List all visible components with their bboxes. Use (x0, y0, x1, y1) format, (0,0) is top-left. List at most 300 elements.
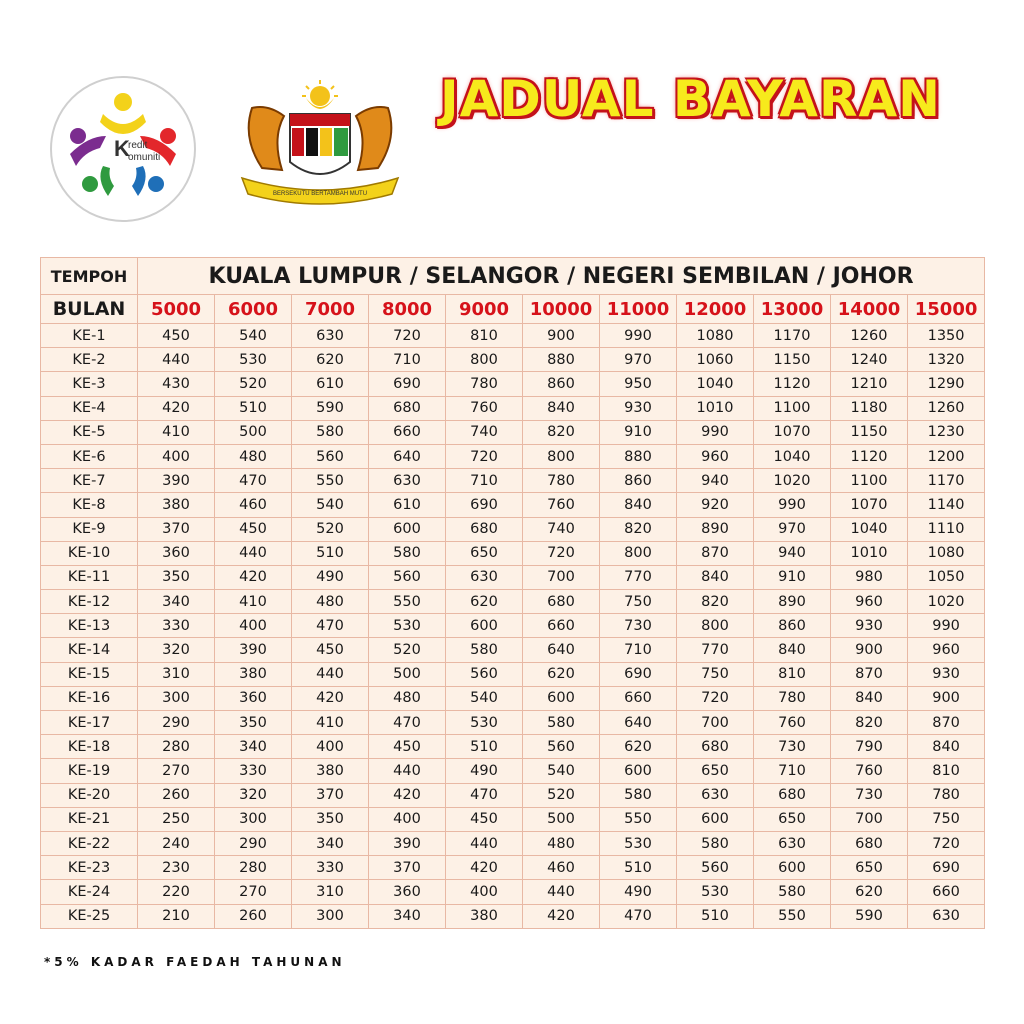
table-row (41, 517, 985, 541)
installment-month-label: KE-13 (41, 614, 138, 638)
payment-cell: 990 (908, 614, 985, 638)
payment-cell: 720 (446, 444, 523, 468)
payment-cell: 820 (677, 590, 754, 614)
payment-cell: 840 (523, 396, 600, 420)
installment-month-label: KE-21 (41, 807, 138, 831)
payment-cell: 700 (677, 711, 754, 735)
payment-cell: 1260 (831, 324, 908, 348)
payment-cell: 490 (292, 565, 369, 589)
installment-month-label: KE-11 (41, 565, 138, 589)
payment-cell: 1080 (677, 324, 754, 348)
payment-cell: 1260 (908, 396, 985, 420)
table-row (41, 735, 985, 759)
payment-cell: 720 (908, 831, 985, 855)
payment-cell: 750 (600, 590, 677, 614)
payment-cell: 510 (600, 856, 677, 880)
payment-cell: 930 (908, 662, 985, 686)
payment-cell: 510 (446, 735, 523, 759)
payment-cell: 290 (138, 711, 215, 735)
payment-cell: 330 (215, 759, 292, 783)
payment-cell: 740 (446, 420, 523, 444)
payment-cell: 940 (754, 541, 831, 565)
payment-cell: 760 (831, 759, 908, 783)
payment-cell: 650 (677, 759, 754, 783)
payment-cell: 1230 (908, 420, 985, 444)
payment-cell: 1070 (831, 493, 908, 517)
payment-cell: 1170 (754, 324, 831, 348)
payment-cell: 840 (600, 493, 677, 517)
payment-cell: 400 (292, 735, 369, 759)
payment-cell: 780 (908, 783, 985, 807)
loan-amount-header: 13000 (754, 295, 831, 324)
payment-cell: 440 (215, 541, 292, 565)
payment-cell: 1350 (908, 324, 985, 348)
payment-cell: 510 (215, 396, 292, 420)
installment-month-label: KE-24 (41, 880, 138, 904)
payment-cell: 480 (215, 444, 292, 468)
payment-cell: 680 (523, 590, 600, 614)
installment-month-label: KE-5 (41, 420, 138, 444)
payment-cell: 530 (600, 831, 677, 855)
payment-cell: 720 (523, 541, 600, 565)
payment-cell: 580 (754, 880, 831, 904)
payment-cell: 360 (369, 880, 446, 904)
table-row (41, 372, 985, 396)
payment-cell: 810 (908, 759, 985, 783)
payment-cell: 230 (138, 856, 215, 880)
payment-cell: 260 (215, 904, 292, 928)
payment-cell: 1010 (677, 396, 754, 420)
payment-cell: 990 (754, 493, 831, 517)
payment-cell: 540 (215, 324, 292, 348)
payment-cell: 620 (292, 348, 369, 372)
installment-month-label: KE-7 (41, 469, 138, 493)
payment-cell: 1200 (908, 444, 985, 468)
payment-cell: 420 (446, 856, 523, 880)
loan-amount-header: 12000 (677, 295, 754, 324)
payment-cell: 780 (523, 469, 600, 493)
payment-cell: 610 (369, 493, 446, 517)
payment-cell: 270 (138, 759, 215, 783)
payment-cell: 710 (754, 759, 831, 783)
payment-cell: 370 (138, 517, 215, 541)
payment-cell: 470 (600, 904, 677, 928)
payment-cell: 630 (754, 831, 831, 855)
payment-cell: 1110 (908, 517, 985, 541)
payment-cell: 510 (677, 904, 754, 928)
installment-month-label: KE-16 (41, 686, 138, 710)
payment-cell: 640 (600, 711, 677, 735)
payment-cell: 210 (138, 904, 215, 928)
payment-cell: 530 (215, 348, 292, 372)
payment-cell: 1150 (831, 420, 908, 444)
payment-cell: 910 (754, 565, 831, 589)
payment-cell: 1290 (908, 372, 985, 396)
payment-cell: 680 (831, 831, 908, 855)
payment-cell: 560 (677, 856, 754, 880)
installment-month-label: KE-6 (41, 444, 138, 468)
payment-cell: 710 (369, 348, 446, 372)
payment-cell: 470 (215, 469, 292, 493)
payment-cell: 310 (138, 662, 215, 686)
payment-cell: 720 (677, 686, 754, 710)
payment-cell: 420 (215, 565, 292, 589)
payment-cell: 800 (600, 541, 677, 565)
payment-cell: 880 (523, 348, 600, 372)
payment-cell: 410 (138, 420, 215, 444)
payment-cell: 600 (677, 807, 754, 831)
payment-cell: 530 (446, 711, 523, 735)
payment-cell: 580 (369, 541, 446, 565)
payment-cell: 420 (292, 686, 369, 710)
table-row (41, 759, 985, 783)
installment-month-label: KE-4 (41, 396, 138, 420)
payment-cell: 1210 (831, 372, 908, 396)
table-row (41, 614, 985, 638)
payment-cell: 770 (600, 565, 677, 589)
payment-cell: 930 (831, 614, 908, 638)
table-row (41, 444, 985, 468)
payment-cell: 730 (600, 614, 677, 638)
payment-cell: 480 (369, 686, 446, 710)
table-row (41, 831, 985, 855)
payment-cell: 630 (908, 904, 985, 928)
payment-cell: 580 (600, 783, 677, 807)
payment-cell: 320 (138, 638, 215, 662)
payment-cell: 700 (523, 565, 600, 589)
payment-cell: 940 (677, 469, 754, 493)
loan-amount-header: 15000 (908, 295, 985, 324)
payment-cell: 630 (446, 565, 523, 589)
payment-cell: 290 (215, 831, 292, 855)
payment-cell: 820 (600, 517, 677, 541)
payment-cell: 430 (138, 372, 215, 396)
payment-cell: 520 (215, 372, 292, 396)
table-row (41, 420, 985, 444)
payment-cell: 970 (600, 348, 677, 372)
loan-amount-header: 6000 (215, 295, 292, 324)
coat-motto: BERSEKUTU BERTAMBAH MUTU (272, 191, 368, 197)
payment-cell: 1040 (831, 517, 908, 541)
payment-cell: 760 (446, 396, 523, 420)
payment-cell: 950 (600, 372, 677, 396)
payment-cell: 340 (138, 590, 215, 614)
payment-cell: 390 (215, 638, 292, 662)
payment-cell: 470 (446, 783, 523, 807)
payment-cell: 350 (138, 565, 215, 589)
payment-cell: 340 (369, 904, 446, 928)
payment-cell: 620 (831, 880, 908, 904)
payment-cell: 620 (523, 662, 600, 686)
payment-cell: 770 (677, 638, 754, 662)
payment-cell: 420 (523, 904, 600, 928)
installment-month-label: KE-14 (41, 638, 138, 662)
payment-cell: 990 (600, 324, 677, 348)
payment-cell: 700 (831, 807, 908, 831)
installment-month-label: KE-19 (41, 759, 138, 783)
payment-cell: 560 (446, 662, 523, 686)
page-title: JADUAL BAYARAN (440, 70, 942, 128)
installment-month-label: KE-10 (41, 541, 138, 565)
payment-cell: 870 (908, 711, 985, 735)
installment-month-label: KE-18 (41, 735, 138, 759)
payment-cell: 860 (754, 614, 831, 638)
payment-cell: 650 (754, 807, 831, 831)
payment-cell: 500 (523, 807, 600, 831)
payment-cell: 600 (446, 614, 523, 638)
payment-cell: 840 (908, 735, 985, 759)
bulan-header: BULAN (41, 295, 138, 324)
installment-month-label: KE-3 (41, 372, 138, 396)
payment-cell: 380 (215, 662, 292, 686)
payment-cell: 840 (754, 638, 831, 662)
payment-cell: 450 (138, 324, 215, 348)
installment-month-label: KE-23 (41, 856, 138, 880)
payment-cell: 550 (292, 469, 369, 493)
payment-cell: 560 (369, 565, 446, 589)
installment-month-label: KE-25 (41, 904, 138, 928)
logo-initial: K (114, 136, 130, 161)
payment-cell: 260 (138, 783, 215, 807)
payment-cell: 470 (292, 614, 369, 638)
payment-cell: 1100 (754, 396, 831, 420)
table-row (41, 880, 985, 904)
payment-cell: 860 (523, 372, 600, 396)
region-header: KUALA LUMPUR / SELANGOR / NEGERI SEMBILAN / JOHOR (138, 258, 985, 295)
payment-cell: 1060 (677, 348, 754, 372)
payment-cell: 450 (446, 807, 523, 831)
payment-cell: 1180 (831, 396, 908, 420)
table-row (41, 638, 985, 662)
payment-cell: 960 (831, 590, 908, 614)
payment-cell: 410 (215, 590, 292, 614)
payment-cell: 420 (369, 783, 446, 807)
payment-cell: 350 (215, 711, 292, 735)
payment-cell: 400 (369, 807, 446, 831)
payment-cell: 750 (908, 807, 985, 831)
payment-cell: 390 (369, 831, 446, 855)
table-row (41, 348, 985, 372)
payment-cell: 1120 (754, 372, 831, 396)
payment-cell: 800 (446, 348, 523, 372)
payment-cell: 630 (369, 469, 446, 493)
payment-cell: 840 (831, 686, 908, 710)
payment-cell: 550 (754, 904, 831, 928)
payment-cell: 680 (754, 783, 831, 807)
payment-cell: 280 (215, 856, 292, 880)
payment-cell: 640 (369, 444, 446, 468)
payment-cell: 480 (523, 831, 600, 855)
payment-cell: 680 (446, 517, 523, 541)
payment-cell: 960 (908, 638, 985, 662)
logo-text-line1: redit (128, 140, 148, 151)
payment-cell: 440 (292, 662, 369, 686)
payment-cell: 810 (754, 662, 831, 686)
payment-cell: 400 (138, 444, 215, 468)
payment-table-container (40, 257, 984, 929)
table-row (41, 324, 985, 348)
payment-cell: 520 (523, 783, 600, 807)
payment-cell: 590 (831, 904, 908, 928)
table-row (41, 711, 985, 735)
payment-schedule-table (40, 257, 985, 929)
payment-cell: 370 (292, 783, 369, 807)
payment-cell: 930 (600, 396, 677, 420)
payment-cell: 980 (831, 565, 908, 589)
payment-cell: 660 (369, 420, 446, 444)
payment-cell: 890 (677, 517, 754, 541)
installment-month-label: KE-17 (41, 711, 138, 735)
payment-cell: 380 (292, 759, 369, 783)
payment-cell: 860 (600, 469, 677, 493)
payment-cell: 900 (908, 686, 985, 710)
payment-cell: 990 (677, 420, 754, 444)
payment-cell: 330 (292, 856, 369, 880)
table-row (41, 807, 985, 831)
payment-cell: 360 (215, 686, 292, 710)
table-row (41, 590, 985, 614)
payment-cell: 360 (138, 541, 215, 565)
payment-cell: 250 (138, 807, 215, 831)
payment-cell: 590 (292, 396, 369, 420)
payment-cell: 630 (292, 324, 369, 348)
table-row (41, 904, 985, 928)
payment-cell: 280 (138, 735, 215, 759)
table-row (41, 662, 985, 686)
payment-cell: 800 (523, 444, 600, 468)
payment-cell: 760 (754, 711, 831, 735)
loan-amount-header: 8000 (369, 295, 446, 324)
installment-month-label: KE-9 (41, 517, 138, 541)
payment-cell: 400 (215, 614, 292, 638)
payment-cell: 320 (215, 783, 292, 807)
payment-cell: 1120 (831, 444, 908, 468)
payment-cell: 580 (292, 420, 369, 444)
installment-month-label: KE-1 (41, 324, 138, 348)
payment-cell: 600 (523, 686, 600, 710)
payment-cell: 800 (677, 614, 754, 638)
payment-cell: 880 (600, 444, 677, 468)
payment-cell: 1020 (754, 469, 831, 493)
installment-month-label: KE-20 (41, 783, 138, 807)
installment-month-label: KE-2 (41, 348, 138, 372)
payment-cell: 440 (138, 348, 215, 372)
payment-cell: 710 (446, 469, 523, 493)
payment-cell: 820 (523, 420, 600, 444)
payment-cell: 340 (215, 735, 292, 759)
tempoh-header: TEMPOH (41, 258, 138, 295)
payment-cell: 900 (831, 638, 908, 662)
payment-cell: 970 (754, 517, 831, 541)
payment-cell: 580 (446, 638, 523, 662)
payment-cell: 440 (523, 880, 600, 904)
coat-of-arms-emblem (232, 78, 408, 210)
installment-month-label: KE-8 (41, 493, 138, 517)
payment-cell: 710 (600, 638, 677, 662)
table-row (41, 686, 985, 710)
payment-cell: 300 (215, 807, 292, 831)
payment-cell: 370 (369, 856, 446, 880)
payment-cell: 540 (523, 759, 600, 783)
payment-cell: 760 (523, 493, 600, 517)
table-row (41, 565, 985, 589)
payment-cell: 910 (600, 420, 677, 444)
table-row (41, 396, 985, 420)
payment-cell: 460 (523, 856, 600, 880)
payment-cell: 960 (677, 444, 754, 468)
payment-cell: 540 (292, 493, 369, 517)
loan-amount-header: 5000 (138, 295, 215, 324)
payment-cell: 390 (138, 469, 215, 493)
payment-cell: 580 (523, 711, 600, 735)
payment-cell: 810 (446, 324, 523, 348)
payment-cell: 870 (831, 662, 908, 686)
payment-cell: 680 (369, 396, 446, 420)
payment-cell: 550 (600, 807, 677, 831)
installment-month-label: KE-22 (41, 831, 138, 855)
payment-cell: 550 (369, 590, 446, 614)
payment-cell: 790 (831, 735, 908, 759)
payment-cell: 450 (215, 517, 292, 541)
payment-cell: 420 (138, 396, 215, 420)
payment-cell: 1150 (754, 348, 831, 372)
payment-cell: 500 (369, 662, 446, 686)
payment-cell: 920 (677, 493, 754, 517)
loan-amount-header: 11000 (600, 295, 677, 324)
payment-cell: 750 (677, 662, 754, 686)
payment-cell: 780 (754, 686, 831, 710)
payment-cell: 510 (292, 541, 369, 565)
installment-month-label: KE-12 (41, 590, 138, 614)
payment-cell: 840 (677, 565, 754, 589)
payment-cell: 490 (446, 759, 523, 783)
payment-cell: 1010 (831, 541, 908, 565)
payment-cell: 620 (446, 590, 523, 614)
payment-cell: 890 (754, 590, 831, 614)
payment-cell: 440 (446, 831, 523, 855)
payment-cell: 820 (831, 711, 908, 735)
payment-cell: 650 (446, 541, 523, 565)
table-row (41, 783, 985, 807)
loan-amount-header: 14000 (831, 295, 908, 324)
payment-cell: 540 (446, 686, 523, 710)
payment-cell: 480 (292, 590, 369, 614)
installment-month-label: KE-15 (41, 662, 138, 686)
payment-cell: 900 (523, 324, 600, 348)
payment-cell: 1320 (908, 348, 985, 372)
payment-cell: 220 (138, 880, 215, 904)
payment-cell: 300 (138, 686, 215, 710)
payment-cell: 500 (215, 420, 292, 444)
payment-cell: 1100 (831, 469, 908, 493)
payment-cell: 1050 (908, 565, 985, 589)
table-row (41, 856, 985, 880)
payment-cell: 350 (292, 807, 369, 831)
payment-cell: 1170 (908, 469, 985, 493)
payment-cell: 450 (292, 638, 369, 662)
payment-cell: 650 (831, 856, 908, 880)
payment-cell: 1140 (908, 493, 985, 517)
payment-cell: 720 (369, 324, 446, 348)
payment-cell: 340 (292, 831, 369, 855)
loan-amount-header: 7000 (292, 295, 369, 324)
payment-cell: 520 (292, 517, 369, 541)
payment-cell: 450 (369, 735, 446, 759)
payment-cell: 270 (215, 880, 292, 904)
payment-cell: 380 (446, 904, 523, 928)
payment-cell: 660 (600, 686, 677, 710)
payment-cell: 1080 (908, 541, 985, 565)
